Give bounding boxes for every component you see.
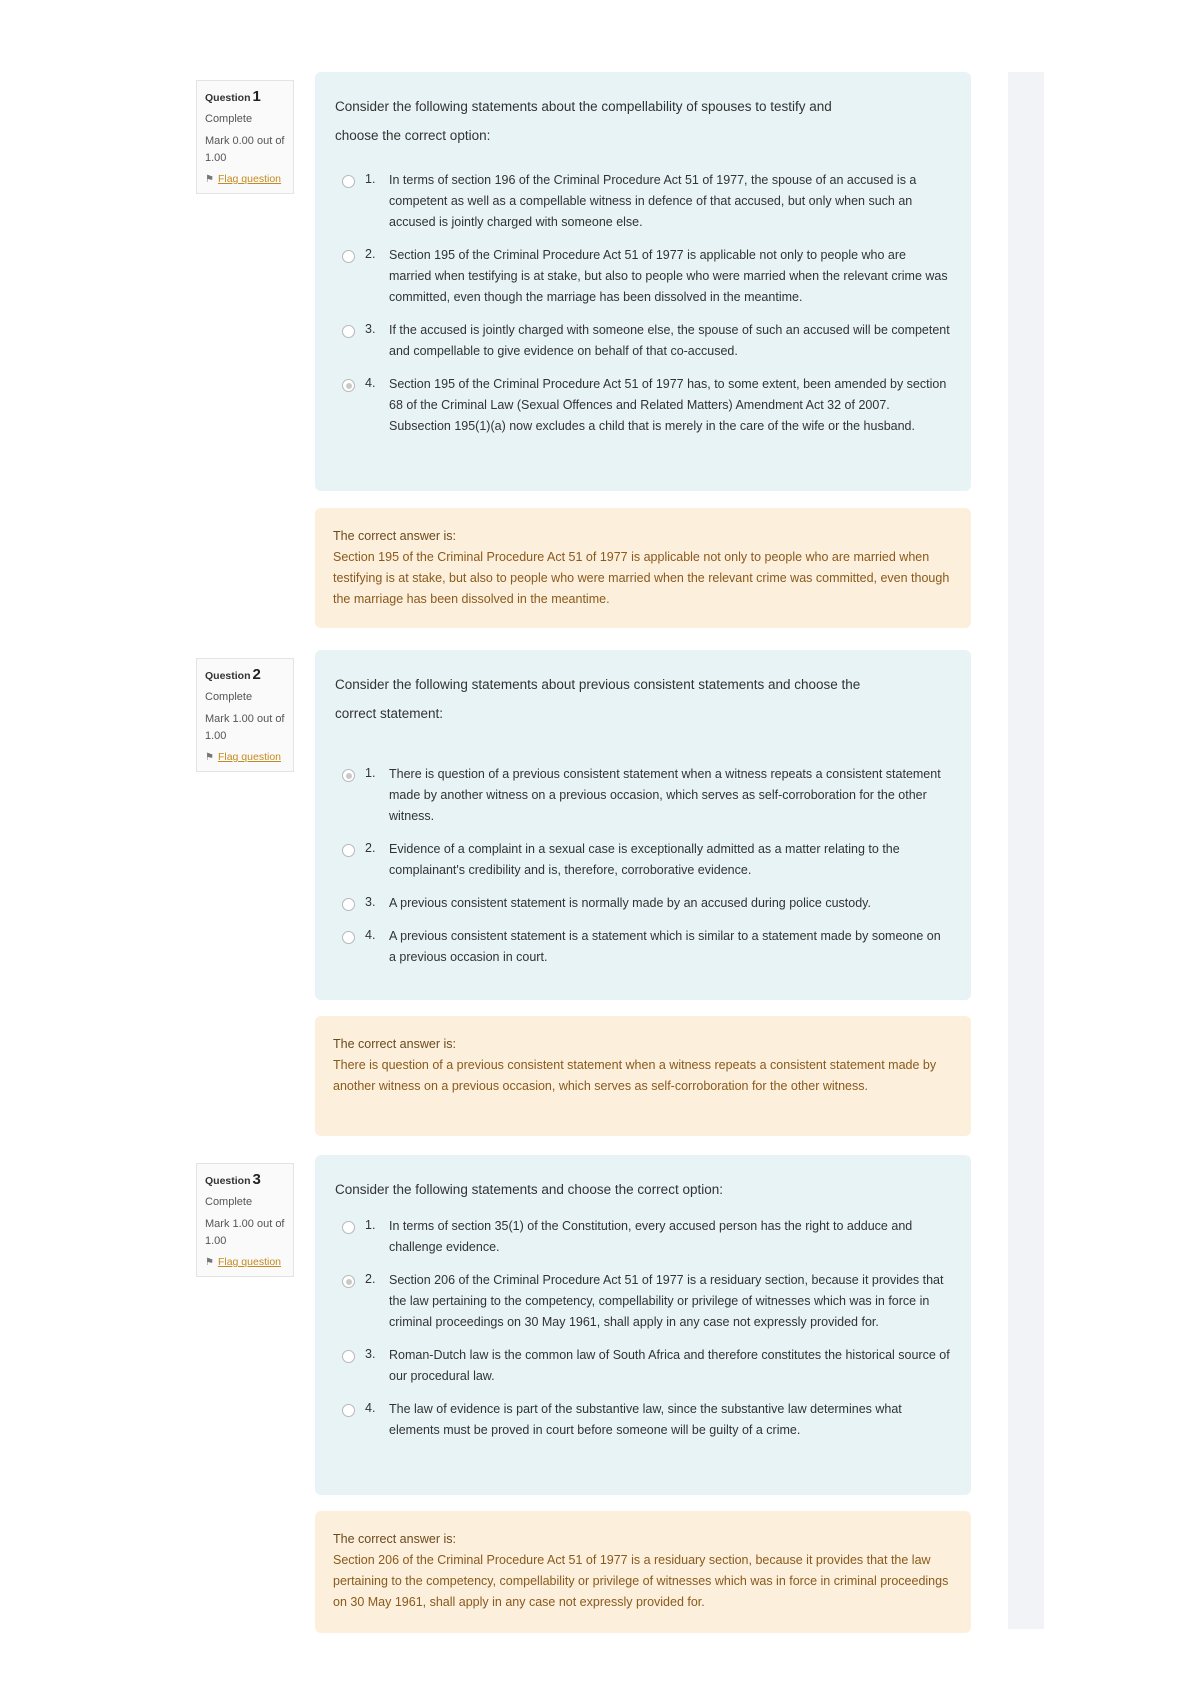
option-text: Section 206 of the Criminal Procedure Act 51 of 1977 is a residuary section, because it provides that the law pertaining to the competency, compellability or privilege of witnesses which was in force in criminal proceedings on 30 May 1961, shall apply in any case not expressly provided for. (389, 1273, 944, 1329)
radio-button[interactable] (342, 898, 355, 911)
question-text: Consider the following statements about previous consistent statements and choose the correct statement: (335, 677, 861, 721)
option-text: In terms of section 196 of the Criminal Procedure Act 51 of 1977, the spouse of an accused is a competent as well as a compellable witness in defence of that accused, but only when such an accused is jointly charged with someone else. (389, 173, 917, 229)
answer-option[interactable] (335, 172, 951, 233)
question-state: Complete (205, 691, 253, 703)
answer-option[interactable] (335, 376, 951, 437)
question-grade: Mark 0.00 out of 1.00 (205, 135, 285, 164)
right-scroll-region (1008, 72, 1044, 1629)
question-number: 2 (252, 666, 261, 683)
radio-button[interactable] (342, 931, 355, 944)
answer-option[interactable] (335, 1218, 951, 1258)
option-number: 3. (365, 1347, 376, 1361)
feedback-label: The correct answer is: (333, 1532, 456, 1546)
option-text: In terms of section 35(1) of the Constitution, every accused person has the right to adduce and challenge evidence. (389, 1219, 913, 1254)
option-number: 3. (365, 895, 376, 909)
option-text: Section 195 of the Criminal Procedure Act 51 of 1977 is applicable not only to people who are married when testifying is at stake, but also to people who were married when the relevant crime was committed, even though the marriage has been dissolved in the meantime. (389, 248, 948, 304)
answer-option[interactable] (335, 841, 951, 881)
answer-option[interactable] (335, 1272, 951, 1333)
question-text: Consider the following statements about the compellability of spouses to testify and choose the correct option: (335, 99, 832, 143)
question-state: Complete (205, 113, 253, 125)
option-text: A previous consistent statement is a statement which is similar to a statement made by someone on a previous occasion in court. (389, 929, 941, 964)
option-number: 4. (365, 376, 376, 390)
flag-question-link[interactable]: Flag question (217, 1256, 282, 1268)
question-state: Complete (205, 1196, 253, 1208)
radio-button[interactable] (342, 1350, 355, 1363)
option-text: Roman-Dutch law is the common law of South Africa and therefore constitutes the historical source of our procedural law. (389, 1348, 950, 1383)
option-text: Section 195 of the Criminal Procedure Act 51 of 1977 has, to some extent, been amended by section 68 of the Criminal Law (Sexual Offences and Related Matters) Amendment Act 32 of 2007. Subsection 195(1)(a) now excludes a child that is merely in the care of the wife or the husband. (389, 377, 947, 433)
answer-option[interactable] (335, 247, 951, 308)
flag-icon: ⚑ (205, 751, 214, 763)
question-info (196, 80, 294, 194)
answer-option[interactable] (335, 928, 951, 968)
option-number: 4. (365, 1401, 376, 1415)
answer-options (335, 766, 951, 968)
question-info (196, 1163, 294, 1277)
radio-button[interactable] (342, 844, 355, 857)
flag-question-link[interactable]: Flag question (217, 173, 282, 185)
question-info (196, 658, 294, 772)
feedback-text: Section 195 of the Criminal Procedure Act 51 of 1977 is applicable not only to people who are married when testifying is at stake, but also to people who were married when the relevant crime was committed, even though the marriage has been dissolved in the meantime. (333, 550, 950, 606)
option-number: 2. (365, 841, 376, 855)
flag-question-link[interactable]: Flag question (217, 751, 282, 763)
answer-options (335, 1218, 951, 1441)
radio-button-selected[interactable] (342, 379, 355, 392)
feedback-label: The correct answer is: (333, 1037, 456, 1051)
question-grade: Mark 1.00 out of 1.00 (205, 713, 285, 742)
correct-answer-feedback (315, 508, 971, 628)
answer-option[interactable] (335, 766, 951, 827)
option-text: A previous consistent statement is normally made by an accused during police custody. (389, 896, 871, 910)
radio-button-selected[interactable] (342, 769, 355, 782)
question-grade: Mark 1.00 out of 1.00 (205, 1218, 285, 1247)
question-number: 3 (252, 1171, 261, 1188)
flag-question[interactable] (205, 173, 286, 185)
option-number: 2. (365, 247, 376, 261)
question-label: Question (205, 670, 251, 682)
option-text: Evidence of a complaint in a sexual case is exceptionally admitted as a matter relating to the complainant's credibility and is, therefore, corroborative evidence. (389, 842, 900, 877)
question-label: Question (205, 1175, 251, 1187)
radio-button[interactable] (342, 1221, 355, 1234)
radio-button[interactable] (342, 1404, 355, 1417)
option-number: 2. (365, 1272, 376, 1286)
option-number: 1. (365, 172, 376, 186)
question-formulation (315, 1155, 971, 1495)
correct-answer-feedback (315, 1016, 971, 1136)
option-number: 1. (365, 766, 376, 780)
option-text: There is question of a previous consistent statement when a witness repeats a consistent statement made by another witness on a previous occasion, which serves as self-corroboration for the other witness. (389, 767, 941, 823)
radio-button[interactable] (342, 325, 355, 338)
correct-answer-feedback (315, 1511, 971, 1633)
radio-button-selected[interactable] (342, 1275, 355, 1288)
feedback-label: The correct answer is: (333, 529, 456, 543)
answer-option[interactable] (335, 1347, 951, 1387)
answer-options (335, 172, 951, 437)
flag-question[interactable] (205, 1256, 286, 1268)
option-number: 3. (365, 322, 376, 336)
question-text: Consider the following statements and choose the correct option: (335, 1182, 723, 1197)
flag-icon: ⚑ (205, 173, 214, 185)
option-text: If the accused is jointly charged with someone else, the spouse of such an accused will be competent and compellable to give evidence on behalf of that co-accused. (389, 323, 950, 358)
flag-question[interactable] (205, 751, 286, 763)
radio-button[interactable] (342, 175, 355, 188)
answer-option[interactable] (335, 895, 951, 914)
answer-option[interactable] (335, 1401, 951, 1441)
question-formulation (315, 650, 971, 1000)
feedback-text: Section 206 of the Criminal Procedure Act 51 of 1977 is a residuary section, because it provides that the law pertaining to the competency, compellability or privilege of witnesses which was in force in criminal proceedings on 30 May 1961, shall apply in any case not expressly provided for. (333, 1553, 949, 1609)
option-text: The law of evidence is part of the substantive law, since the substantive law determines what elements must be proved in court before someone will be guilty of a crime. (389, 1402, 902, 1437)
flag-icon: ⚑ (205, 1256, 214, 1268)
option-number: 1. (365, 1218, 376, 1232)
answer-option[interactable] (335, 322, 951, 362)
question-number: 1 (252, 88, 261, 105)
question-formulation (315, 72, 971, 491)
feedback-text: There is question of a previous consistent statement when a witness repeats a consistent statement made by another witness on a previous occasion, which serves as self-corroboration for the other witness. (333, 1058, 937, 1093)
option-number: 4. (365, 928, 376, 942)
radio-button[interactable] (342, 250, 355, 263)
question-label: Question (205, 92, 251, 104)
